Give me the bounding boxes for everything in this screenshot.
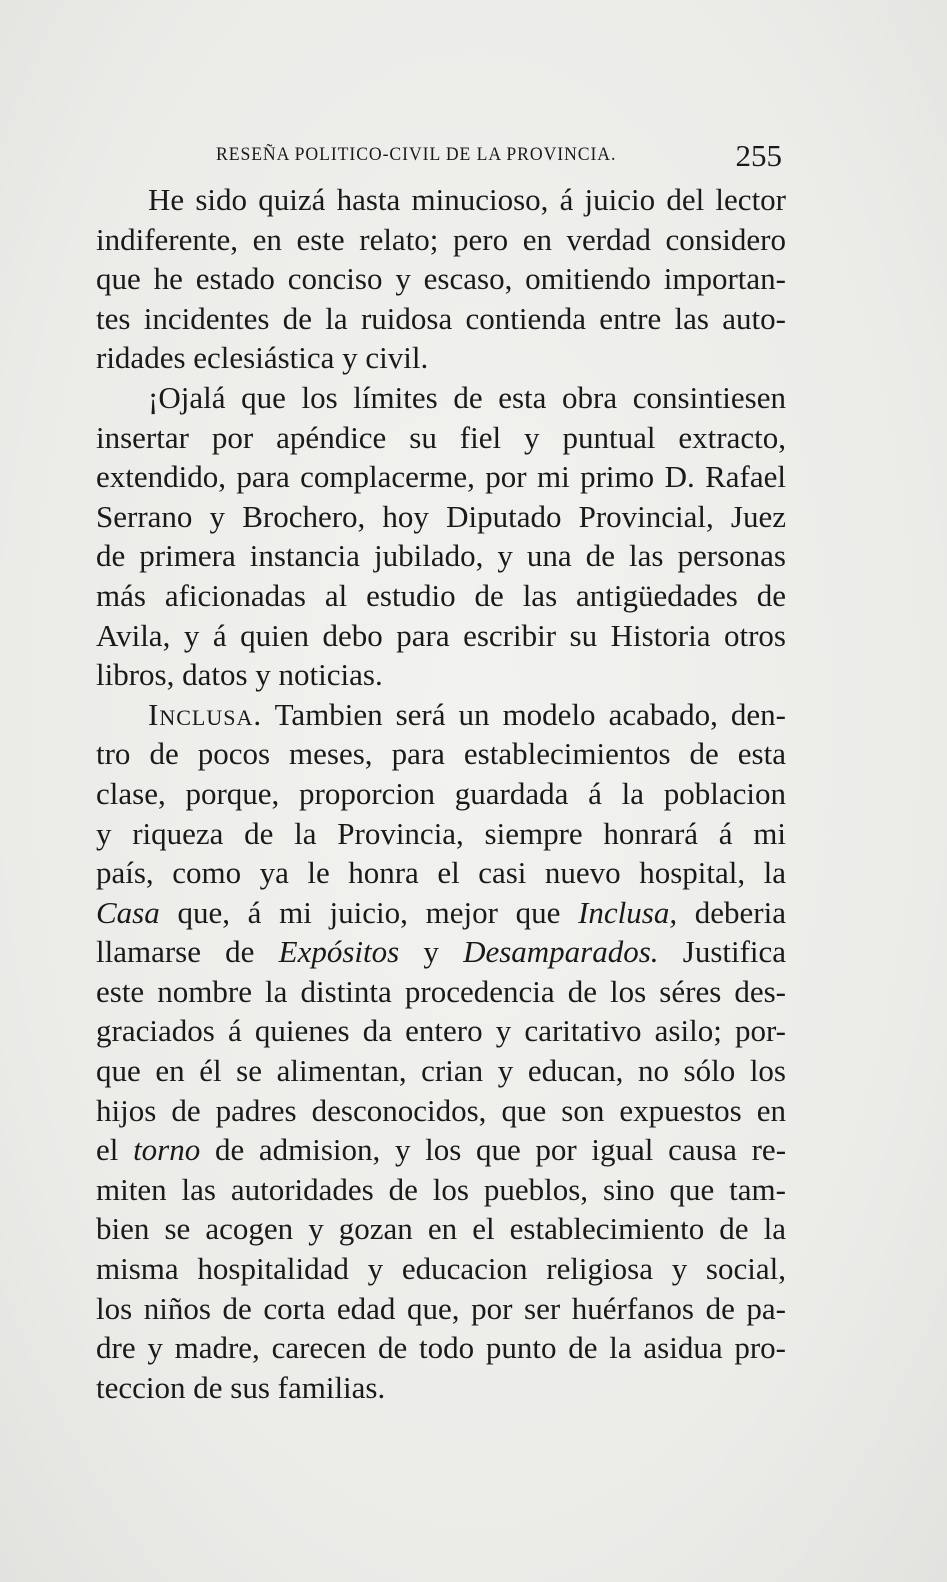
text-line: que en él se alimentan, crian y educan, no sólo los [96,1053,786,1089]
text-line: ridades eclesiástica y civil. [96,340,429,376]
paragraph-2 [96,378,786,695]
text-line: graciados á quienes da entero y caritativo asilo; por- [96,1013,786,1049]
running-title: RESEÑA POLITICO-CIVIL DE LA PROVINCIA. [216,144,617,165]
text-line: tes incidentes de la ruidosa contienda entre las auto- [96,300,786,336]
paragraph-1 [96,180,786,378]
text-line: libros, datos y noticias. [96,657,383,693]
text-line: de primera instancia jubilado, y una de las personas [96,538,786,574]
text-line: Serrano y Brochero, hoy Diputado Provincial, Juez [96,498,786,534]
text-line: país, como ya le honra el casi nuevo hospital, la [96,855,786,891]
text-span: que, á mi juicio, mejor que [177,894,561,930]
text-span: el [96,1132,119,1168]
text-span: llamarse de [96,934,255,970]
text-line: insertar por apéndice su fiel y puntual extracto, [96,419,786,455]
text-line: bien se acogen y gozan en el establecimiento de la [96,1211,786,1247]
italic-casa: Casa [96,894,160,930]
text-line: que he estado conciso y escaso, omitiendo importan- [96,261,786,297]
page-number: 255 [735,138,782,173]
text-line: teccion de sus familias. [96,1369,386,1405]
italic-inclusa: Inclusa, [578,894,678,930]
text-line: misma hospitalidad y educacion religiosa y social, [96,1251,786,1287]
running-head [216,138,782,172]
text-line: miten las autoridades de los pueblos, sino que tam- [96,1171,786,1207]
text-line: dre y madre, carecen de todo punto de la asidua pro- [96,1330,786,1366]
text-line: He sido quizá hasta minucioso, á juicio del lector [148,182,786,217]
text-line [96,932,786,972]
body-text [96,180,786,1407]
text-span: Justifica [682,934,786,970]
text-line: indiferente, en este relato; pero en verdad considero [96,221,786,257]
italic-torno: torno [133,1132,201,1168]
paragraph-3 [96,695,786,1408]
text-line: Avila, y á quien debo para escribir su Historia otros [96,617,786,653]
text-span: y [423,934,439,970]
text-line: y riqueza de la Provincia, siempre honrará á mi [96,815,786,851]
text-line: este nombre la distinta procedencia de los séres des- [96,973,786,1009]
text-line: tro de pocos meses, para establecimientos de esta [96,736,786,772]
text-line: más aficionadas al estudio de las antigüedades de [96,577,786,613]
text-span: de admision, y los que por igual causa re- [214,1132,786,1168]
text-line [96,1130,786,1170]
text-line [96,695,786,735]
text-line: clase, porque, proporcion guardada á la poblacion [96,775,786,811]
text-line: hijos de padres desconocidos, que son expuestos en [96,1092,786,1128]
italic-expositos: Expósitos [278,934,400,970]
text-line [96,893,786,933]
section-lead-inclusa: Inclusa. [148,696,263,732]
text-line: extendido, para complacerme, por mi primo D. Rafael [96,459,786,495]
italic-desamparados: Desamparados. [463,934,659,970]
text-span: deberia [694,894,786,930]
text-line: ¡Ojalá que los límites de esta obra consintiesen [148,379,786,415]
text-span: Tambien será un modelo acabado, den- [274,696,786,732]
text-line: los niños de corta edad que, por ser huérfanos de pa- [96,1290,786,1326]
